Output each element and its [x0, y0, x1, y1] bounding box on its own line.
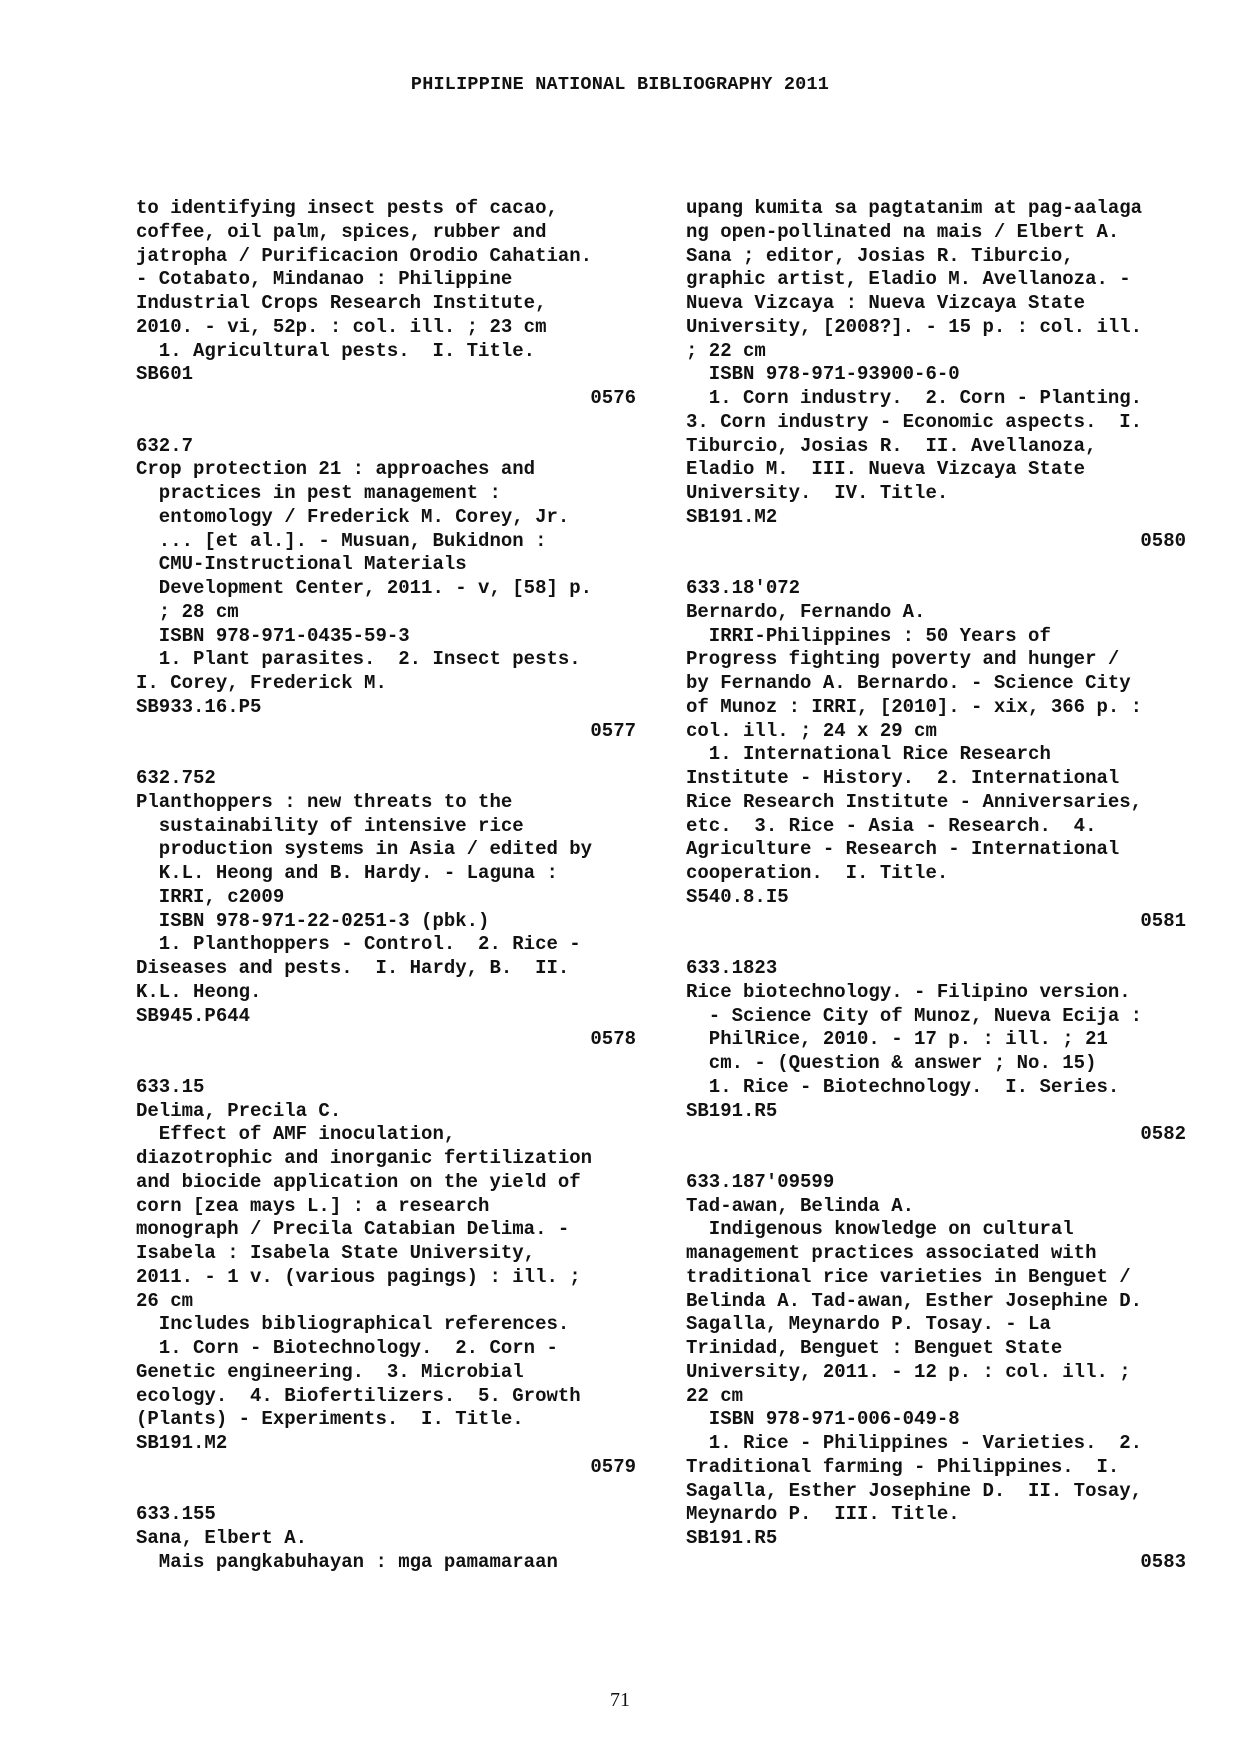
page-header: PHILIPPINE NATIONAL BIBLIOGRAPHY 2011: [410, 74, 830, 95]
entry-line: entomology / Frederick M. Corey, Jr.: [136, 505, 570, 528]
entry-line: Institute - History. 2. International: [686, 767, 1120, 789]
entry-line: I. Corey, Frederick M.: [136, 672, 387, 694]
entry-line: jatropha / Purificacion Orodio Cahatian.: [136, 244, 593, 267]
entry-number: 0579: [590, 1455, 636, 1478]
entry-line: K.L. Heong and B. Hardy. - Laguna :: [136, 862, 558, 884]
entry-line: ; 22 cm: [686, 339, 766, 362]
entry-line: 633.187'09599: [686, 1170, 835, 1193]
entry-line: Tad-awan, Belinda A.: [686, 1194, 915, 1217]
left-column: [136, 197, 646, 1575]
entry-line: 1. Corn - Biotechnology. 2. Corn -: [136, 1337, 558, 1359]
entry-number: 0580: [1140, 529, 1186, 552]
entry-line: Tiburcio, Josias R. II. Avellanoza,: [686, 434, 1097, 457]
entry-line: Progress fighting poverty and hunger /: [686, 648, 1120, 671]
entry-line: Sana, Elbert A.: [136, 1527, 308, 1549]
entry-line: Isabela : Isabela State University,: [136, 1242, 536, 1264]
entry-line: 633.15: [136, 1075, 205, 1098]
entry-line: SB191.R5: [686, 1527, 778, 1549]
entry-line: Meynardo P. III. Title.: [686, 1503, 960, 1526]
entry-line: SB933.16.P5: [136, 695, 262, 718]
entry-number: 0578: [590, 1028, 636, 1051]
entry-line: 1. Rice - Philippines - Varieties. 2.: [686, 1432, 1143, 1454]
entry-line: 1. Planthoppers - Control. 2. Rice -: [136, 933, 581, 956]
blank-line: [136, 1052, 646, 1076]
entry-line: 1. Rice - Biotechnology. I. Series.: [686, 1075, 1120, 1098]
entry-line: corn [zea mays L.] : a research: [136, 1194, 490, 1217]
entry-line: 1. Corn industry. 2. Corn - Planting.: [686, 387, 1143, 409]
entry-line: IRRI, c2009: [136, 885, 285, 908]
entry-line: upang kumita sa pagtatanim at pag-aalaga: [686, 197, 1143, 219]
entry-line: SB191.M2: [136, 1432, 228, 1454]
entry-line: Rice biotechnology. - Filipino version.: [686, 980, 1131, 1003]
entry-line: 633.18'072: [686, 577, 801, 599]
entry-line: Includes bibliographical references.: [136, 1313, 570, 1336]
entry-line: Traditional farming - Philippines. I.: [686, 1455, 1120, 1478]
entry-line: management practices associated with: [686, 1242, 1097, 1264]
entry-line: Crop protection 21 : approaches and: [136, 458, 536, 481]
blank-line: [686, 1147, 1196, 1171]
entry-line: traditional rice varieties in Benguet /: [686, 1265, 1131, 1288]
entry-line: K.L. Heong.: [136, 980, 262, 1003]
entry-line: S540.8.I5: [686, 885, 789, 908]
entry-line: 1. International Rice Research: [686, 743, 1051, 766]
entry-line: University, 2011. - 12 p. : col. ill. ;: [686, 1360, 1131, 1383]
entry-number: 0582: [1140, 1123, 1186, 1146]
entry-line: ... [et al.]. - Musuan, Bukidnon :: [136, 529, 547, 552]
entry-line: of Munoz : IRRI, [2010]. - xix, 366 p. :: [686, 695, 1143, 718]
entry-number: 0576: [590, 387, 636, 409]
entry-line: ISBN 978-971-006-049-8: [686, 1408, 960, 1431]
entry-line: IRRI-Philippines : 50 Years of: [686, 624, 1051, 647]
entry-line: col. ill. ; 24 x 29 cm: [686, 719, 937, 742]
entry-line: University, [2008?]. - 15 p. : col. ill.: [686, 315, 1143, 338]
entry-line: ng open-pollinated na mais / Elbert A.: [686, 220, 1120, 243]
blank-line: [686, 933, 1196, 957]
entry-line: - Science City of Munoz, Nueva Ecija :: [686, 1004, 1143, 1027]
entry-line: Eladio M. III. Nueva Vizcaya State: [686, 458, 1086, 481]
entry-line: PhilRice, 2010. - 17 p. : ill. ; 21: [686, 1028, 1108, 1051]
entry-line: 2010. - vi, 52p. : col. ill. ; 23 cm: [136, 315, 547, 338]
entry-line: 26 cm: [136, 1289, 194, 1312]
entry-line: Belinda A. Tad-awan, Esther Josephine D.: [686, 1289, 1143, 1312]
entry-line: Mais pangkabuhayan : mga pamamaraan: [136, 1550, 558, 1573]
entry-line: monograph / Precila Catabian Delima. -: [136, 1218, 570, 1241]
entry-line: (Plants) - Experiments. I. Title.: [136, 1408, 524, 1431]
entry-line: 3. Corn industry - Economic aspects. I.: [686, 410, 1143, 433]
entry-line: Effect of AMF inoculation,: [136, 1123, 456, 1146]
entry-line: Diseases and pests. I. Hardy, B. II.: [136, 957, 570, 979]
entry-line: etc. 3. Rice - Asia - Research. 4.: [686, 814, 1097, 837]
entry-line: 1. Plant parasites. 2. Insect pests.: [136, 648, 581, 671]
entry-line: 2011. - 1 v. (various pagings) : ill. ;: [136, 1265, 581, 1288]
entry-line: sustainability of intensive rice: [136, 814, 524, 837]
entry-line: cm. - (Question & answer ; No. 15): [686, 1052, 1097, 1074]
entry-line: Development Center, 2011. - v, [58] p.: [136, 577, 593, 599]
right-column: [686, 197, 1196, 1575]
entry-line: Trinidad, Benguet : Benguet State: [686, 1337, 1063, 1359]
entry-line: Genetic engineering. 3. Microbial: [136, 1360, 524, 1383]
entry-line: 22 cm: [686, 1384, 744, 1407]
entry-line: to identifying insect pests of cacao,: [136, 197, 558, 219]
entry-line: production systems in Asia / edited by: [136, 838, 593, 861]
entry-line: ecology. 4. Biofertilizers. 5. Growth: [136, 1384, 581, 1407]
entry-line: 632.752: [136, 767, 216, 789]
blank-line: [136, 1480, 646, 1504]
entry-line: 633.1823: [686, 957, 778, 979]
entry-line: by Fernando A. Bernardo. - Science City: [686, 672, 1131, 694]
entry-line: Nueva Vizcaya : Nueva Vizcaya State: [686, 292, 1086, 314]
entry-line: Indigenous knowledge on cultural: [686, 1218, 1074, 1241]
entry-line: Rice Research Institute - Anniversaries,: [686, 790, 1143, 813]
entry-line: cooperation. I. Title.: [686, 862, 949, 884]
entry-line: ISBN 978-971-0435-59-3: [136, 624, 410, 647]
blank-line: [136, 411, 646, 435]
entry-number: 0581: [1140, 909, 1186, 932]
entry-line: Sagalla, Esther Josephine D. II. Tosay,: [686, 1479, 1143, 1502]
entry-line: graphic artist, Eladio M. Avellanoza. -: [686, 268, 1131, 291]
entry-line: Planthoppers : new threats to the: [136, 790, 513, 813]
entry-line: diazotrophic and inorganic fertilization: [136, 1147, 593, 1169]
entry-line: 1. Agricultural pests. I. Title.: [136, 339, 536, 362]
entry-line: ISBN 978-971-93900-6-0: [686, 363, 960, 386]
entry-line: 632.7: [136, 434, 194, 457]
entry-number: 0577: [590, 719, 636, 742]
entry-line: 633.155: [136, 1503, 216, 1526]
entry-line: Sana ; editor, Josias R. Tiburcio,: [686, 244, 1074, 267]
blank-line: [686, 553, 1196, 577]
entry-line: and biocide application on the yield of: [136, 1170, 581, 1193]
entry-line: Delima, Precila C.: [136, 1099, 342, 1122]
entry-line: Agriculture - Research - International: [686, 838, 1120, 861]
entry-line: SB945.P644: [136, 1004, 251, 1027]
entry-line: Industrial Crops Research Institute,: [136, 292, 547, 314]
blank-line: [136, 743, 646, 767]
entry-line: SB191.R5: [686, 1099, 778, 1122]
entry-line: SB601: [136, 363, 194, 386]
entry-line: ; 28 cm: [136, 600, 239, 623]
entry-line: coffee, oil palm, spices, rubber and: [136, 220, 547, 243]
entry-line: Sagalla, Meynardo P. Tosay. - La: [686, 1313, 1051, 1336]
entry-line: ISBN 978-971-22-0251-3 (pbk.): [136, 909, 490, 932]
page-number: 71: [610, 1689, 630, 1711]
entry-line: SB191.M2: [686, 505, 778, 528]
entry-line: practices in pest management :: [136, 482, 501, 504]
entry-line: Bernardo, Fernando A.: [686, 600, 926, 623]
entry-line: University. IV. Title.: [686, 482, 949, 504]
entry-line: - Cotabato, Mindanao : Philippine: [136, 268, 513, 291]
entry-number: 0583: [1140, 1550, 1186, 1573]
entry-line: CMU-Instructional Materials: [136, 553, 467, 576]
